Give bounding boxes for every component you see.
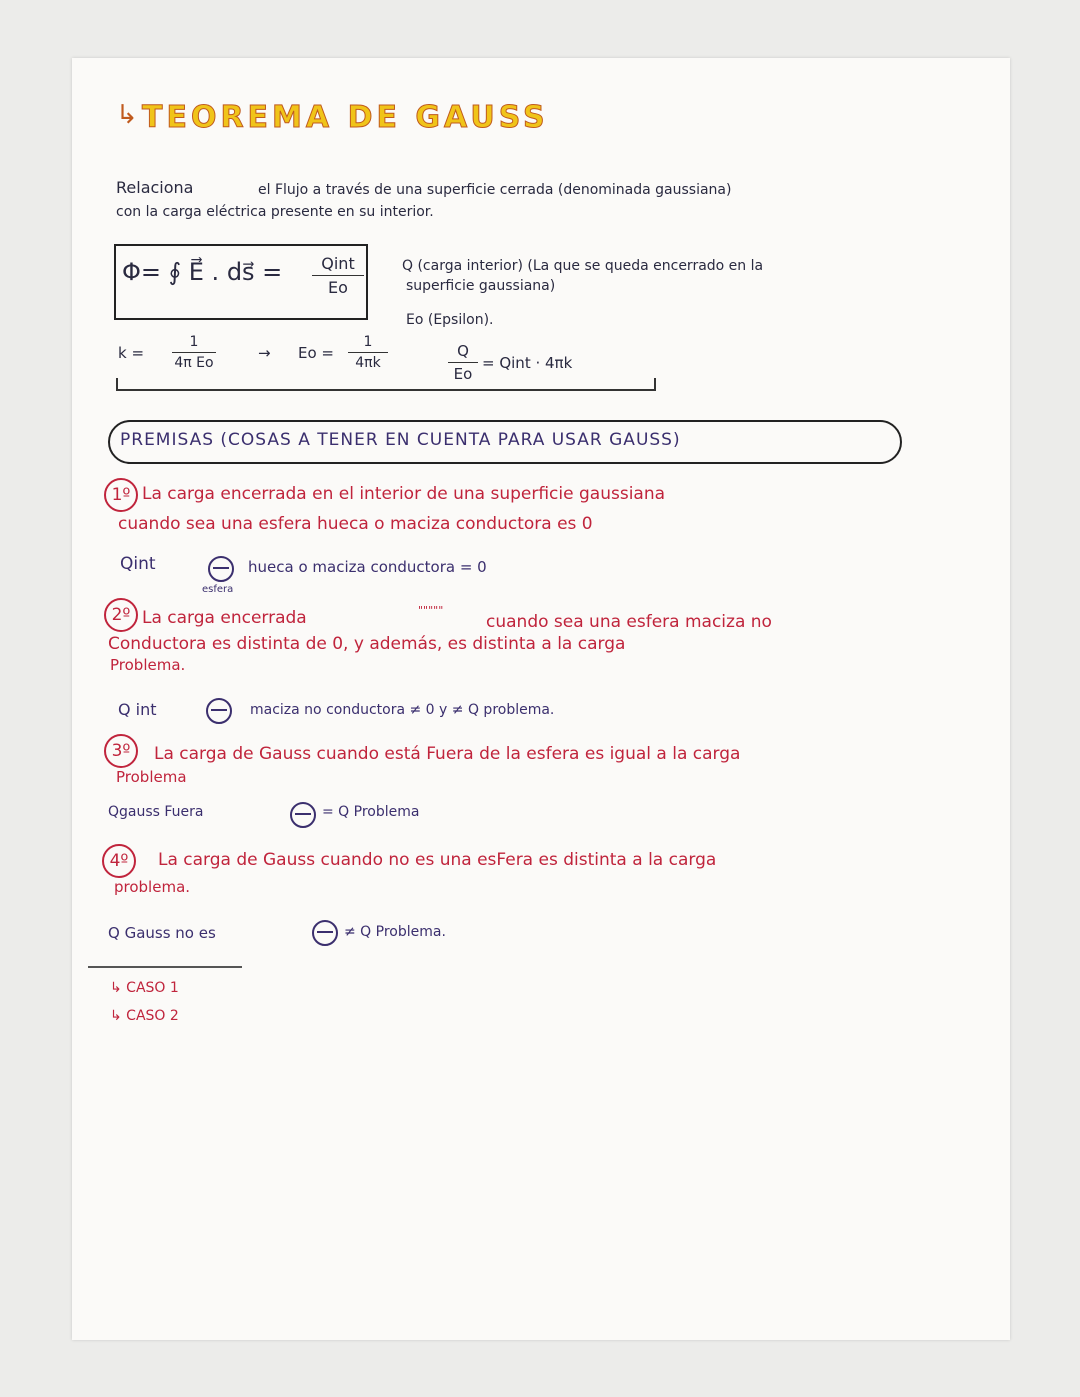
k-den: 4π Eo: [174, 355, 214, 371]
formula-note-3: Eo (Epsilon).: [406, 312, 494, 328]
e0-den: 4πk: [355, 355, 381, 371]
premisa-2-line1-b: cuando sea una esfera maciza no: [486, 612, 772, 632]
premisas-heading: PREMISAS (COSAS A TENER EN CUENTA PARA USAR GAUSS): [120, 430, 681, 450]
sphere-icon: [208, 556, 234, 582]
intro-line1-b: el Flujo a través de una superficie cerrada (denominada gaussiana): [258, 182, 732, 198]
premisa-2-ditto: """"": [418, 604, 444, 617]
premisa-4-number: 4º: [102, 844, 136, 878]
premisa-4-line1: La carga de Gauss cuando no es una esFera es distinta a la carga: [158, 850, 717, 870]
sphere-icon: [206, 698, 232, 724]
q-rhs: = Qint · 4πk: [482, 354, 573, 372]
gauss-formula-lhs: Φ= ∮ E⃗ . ds⃗ =: [122, 258, 283, 286]
gauss-formula-den: Eo: [328, 278, 348, 297]
gauss-formula-num: Qint: [321, 254, 355, 273]
caso-1: ↳ CASO 1: [110, 980, 179, 996]
k-label: k =: [118, 344, 145, 362]
premisa-3-number: 3º: [104, 734, 138, 768]
premisa-3-line1: La carga de Gauss cuando está Fuera de la esfera es igual a la carga: [154, 744, 741, 764]
intro-line1-a: Relaciona: [116, 178, 194, 197]
premisa-3-formula-label: Qgauss Fuera: [108, 804, 204, 820]
premisa-1-formula-label: Qint: [120, 554, 156, 574]
premisa-4-formula-label: Q Gauss no es: [108, 924, 216, 942]
premisa-2-line1-a: La carga encerrada: [142, 608, 307, 628]
premisa-1-line2: cuando sea una esfera hueca o maciza conductora es 0: [118, 514, 593, 534]
sphere-icon: [290, 802, 316, 828]
e0-num: 1: [363, 334, 373, 350]
premisa-1-number: 1º: [104, 478, 138, 512]
arrow-icon: →: [258, 344, 271, 362]
premisa-2-formula-label: Q int: [118, 700, 157, 719]
premisa-1-formula-sub: esfera: [202, 584, 234, 595]
q-fraction: [448, 342, 478, 383]
formula-note-1: Q (carga interior) (La que se queda encerrado en la: [402, 258, 764, 274]
k-fraction: [172, 334, 216, 371]
intro-line2: con la carga eléctrica presente en su interior.: [116, 204, 434, 220]
title-marker: ↳: [116, 100, 138, 130]
premisa-1-formula-text: hueca o maciza conductora = 0: [248, 558, 487, 576]
section-divider: [88, 966, 242, 968]
notebook-page: [72, 58, 1010, 1340]
sphere-icon: [312, 920, 338, 946]
premisa-2-formula-text: maciza no conductora ≠ 0 y ≠ Q problema.: [250, 702, 555, 718]
premisa-3-formula-text: = Q Problema: [322, 804, 420, 820]
e0-label: Eo =: [298, 344, 334, 362]
page-title: TEOREMA DE GAUSS: [142, 100, 549, 135]
premisa-4-formula-text: ≠ Q Problema.: [344, 924, 446, 940]
premisa-2-number: 2º: [104, 598, 138, 632]
premisa-2-line2: Conductora es distinta de 0, y además, es distinta a la carga: [108, 634, 626, 654]
premisa-4-line2: problema.: [114, 878, 191, 896]
formula-note-2: superficie gaussiana): [406, 278, 556, 294]
premisa-2-line3: Problema.: [110, 656, 186, 674]
gauss-formula-fraction: [312, 254, 364, 297]
premisa-3-line2: Problema: [116, 768, 187, 786]
caso-2: ↳ CASO 2: [110, 1008, 179, 1024]
e0-fraction: [348, 334, 388, 371]
premisa-1-line1: La carga encerrada en el interior de una superficie gaussiana: [142, 484, 666, 504]
constants-underline: [116, 389, 656, 391]
k-num: 1: [189, 334, 199, 350]
q-num: Q: [457, 342, 469, 360]
q-den: Eo: [453, 365, 473, 383]
